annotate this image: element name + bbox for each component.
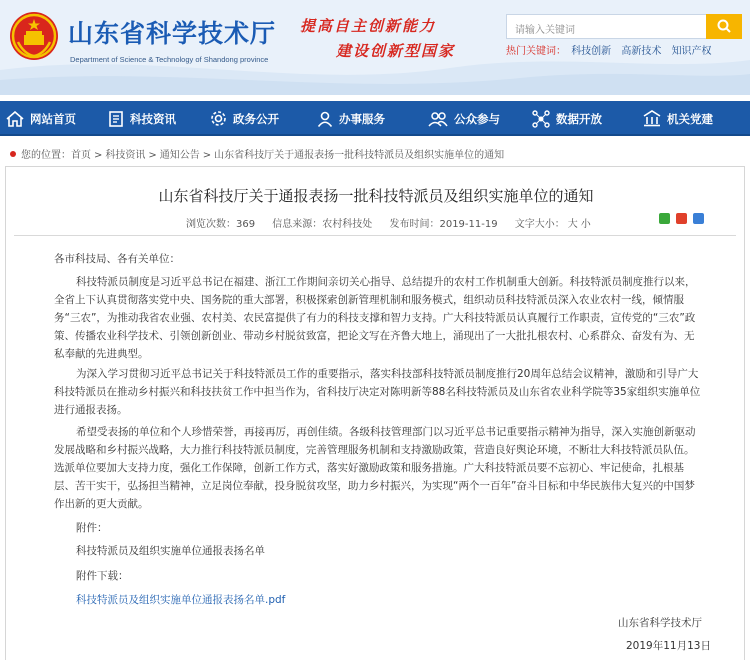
national-emblem-icon [8,10,60,62]
main-nav [0,101,750,136]
nav-item-public[interactable] [428,101,532,136]
article-paragraph: 希望受表扬的单位和个人珍惜荣誉，再接再厉，再创佳绩。各级科技管理部门以习近平总书记重要指示精神为指导，深入实施创新驱动发展战略和乡村振兴战略，大力推行科技特派员制度，完善管理服务机制和支持激励政策，营造良好舆论环境，不断壮大科技特派员队伍。选派单位要加大支持力度，强化工作保障，创新工作方式，落实好激励政策和服务措施。广大科技特派员要不忘初心、牢记使命，扎根基层、苦干实干，弘扬担当精神，立足岗位奉献，投身脱贫攻坚，助力乡村振兴，为实现“两个一百年”奋斗目标和中华民族伟大复兴的中国梦作出新的更大贡献。 [54,426,696,510]
article-paragraph: 为深入学习贯彻习近平总书记关于科技特派员工作的重要指示，落实科技部科技特派员制度推行20周年总结会议精神，激励和引导广大科技特派员在推动乡村振兴和科技扶贫工作中担当作为，省科技厅决定对陈明新等88名科技特派员及山东省农业科学院等35家组织实施单位进行通报表扬。 [54,368,701,416]
download-label: 附件下载： [76,570,129,582]
search-icon [717,19,731,33]
nav-item-label: 公众参与 [454,111,500,126]
breadcrumb-separator: > [94,150,103,161]
search-input[interactable]: 请输入关键词 [506,14,708,39]
slogan-line2: 建设创新型国家 [336,42,456,60]
share-bar [657,213,704,227]
view-count: 浏览次数：369 [186,219,256,230]
weibo-share-icon[interactable] [676,213,687,224]
nav-item-label: 政务公开 [233,111,279,126]
breadcrumb-link-home[interactable]: 首页 [71,150,91,161]
hot-keywords-row [506,42,719,57]
breadcrumb-prefix: 您的位置： [21,150,71,161]
network-icon [532,110,550,128]
breadcrumb-link-news[interactable]: 科技资讯 [105,150,146,161]
more-share-icon[interactable] [693,213,704,224]
title-divider [14,235,736,236]
hot-keyword-link[interactable]: 知识产权 [671,46,712,57]
publish-date: 发布时间：2019-11-19 [389,219,498,230]
nav-item-label: 网站首页 [30,111,76,126]
building-icon [643,110,661,127]
document-icon [108,111,124,127]
location-dot-icon [10,151,16,157]
site-subtitle: Department of Science & Technology of Shandong province [70,55,269,64]
nav-item-label: 科技资讯 [130,111,176,126]
breadcrumb-separator: > [148,150,157,161]
attachment-download-link[interactable]: 科技特派员及组织实施单位通报表扬名单.pdf [76,594,286,606]
nav-item-label: 机关党建 [667,111,713,126]
nav-item-party[interactable] [639,101,739,136]
wechat-share-icon[interactable] [659,213,670,224]
attachment-label: 附件： [76,522,108,534]
gear-icon [210,110,227,127]
signature-date: 2019年11月13日 [626,640,711,652]
article-container [5,166,745,660]
nav-item-label: 办事服务 [339,111,385,126]
article-meta [186,215,594,230]
nav-item-affairs[interactable] [210,101,317,136]
nav-item-news[interactable] [108,101,210,136]
nav-item-services[interactable] [317,101,428,136]
breadcrumb [10,146,504,161]
hot-keyword-link[interactable]: 高新技术 [621,46,662,57]
article-greeting: 各市科技局、各有关单位： [54,253,180,265]
slogan-line1: 提高自主创新能力 [300,17,437,35]
nav-item-label: 数据开放 [556,111,602,126]
font-size-small-button[interactable]: 小 [580,219,591,230]
article-paragraph: 科技特派员制度是习近平总书记在福建、浙江工作期间亲切关心指导、总结提升的农村工作机制重大创新。科技特派员制度推行以来，全省上下认真贯彻落实党中央、国务院的重大部署，积极探索创新管理机制和服务模式，组织动员科技特派员深入农业农村一线，倾情服务“三农”，为推动我省农业强、农村美、农民富提供了有力的科技支撑和智力支持。广大科技特派员认真履行工作职责，宣传党的“三农”政策、传播农业科学技术、引领创新创业、带动乡村脱贫致富，把论文写在齐鲁大地上，涌现出了一大批扎根农村、心系群众、奋发有为、无私奉献的先进典型。 [54,276,696,360]
breadcrumb-separator: > [202,150,212,161]
site-header [0,0,750,95]
hot-keyword-link[interactable]: 科技创新 [571,46,612,57]
attachment-name: 科技特派员及组织实施单位通报表扬名单 [76,545,265,557]
home-icon [6,111,24,127]
font-size-label: 文字大小： [514,219,565,230]
users-icon [428,111,448,127]
nav-item-data[interactable] [532,101,639,136]
font-size-large-button[interactable]: 大 [567,219,578,230]
signature-org: 山东省科学技术厅 [618,617,702,629]
breadcrumb-link-notices[interactable]: 通知公告 [159,150,200,161]
article-title: 山东省科技厅关于通报表扬一批科技特派员及组织实施单位的通知 [158,187,594,205]
site-title[interactable]: 山东省科学技术厅 [68,19,277,48]
search-button[interactable] [706,14,742,39]
article-source: 信息来源：农村科技处 [272,219,373,230]
nav-item-home[interactable] [6,101,108,136]
person-icon [317,111,333,127]
hot-keywords-label: 热门关键词： [506,46,566,57]
breadcrumb-current[interactable]: 山东省科技厅关于通报表扬一批科技特派员及组织实施单位的通知 [214,150,505,161]
